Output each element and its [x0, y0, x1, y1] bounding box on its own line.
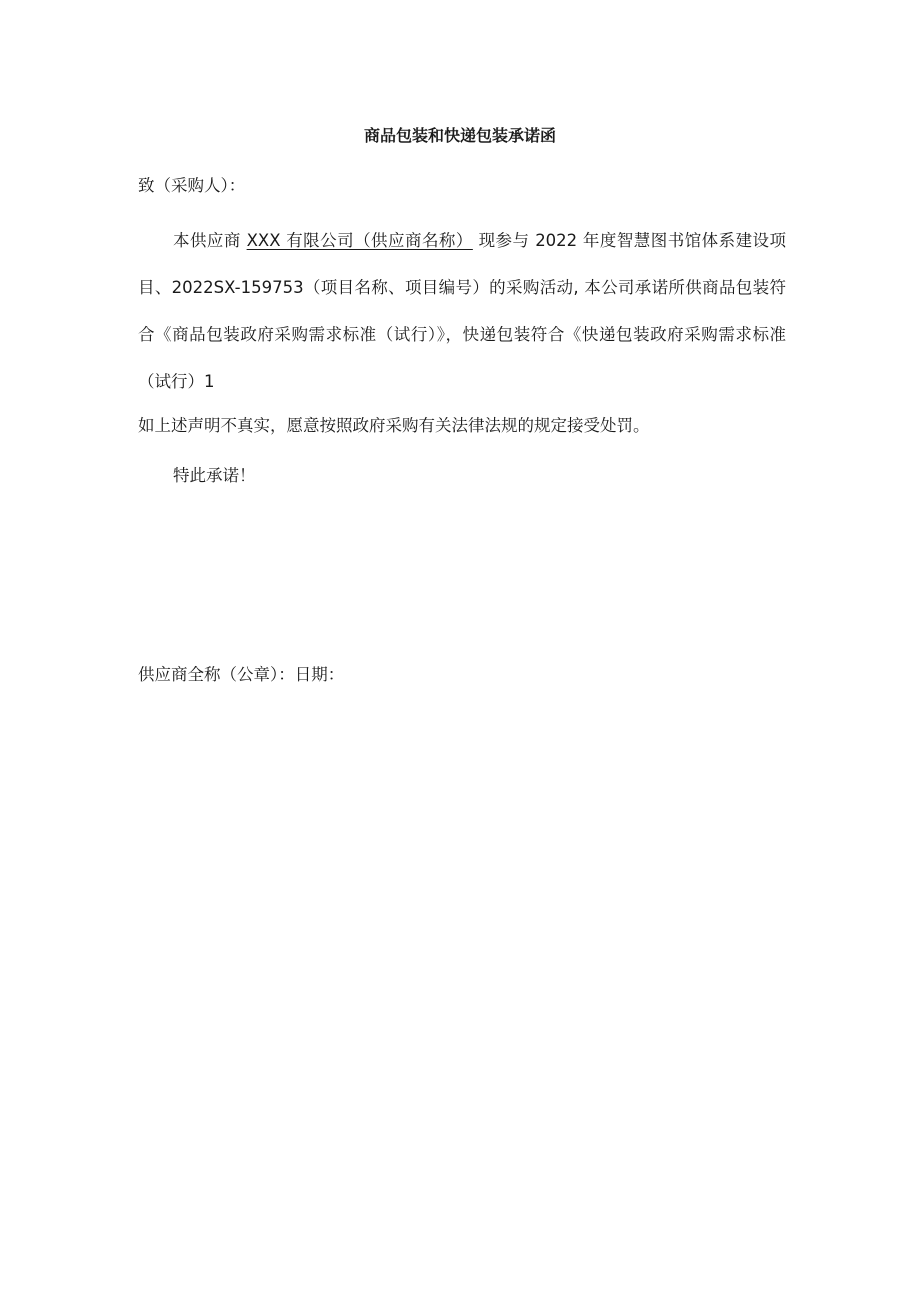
closing-line: 特此承诺！	[173, 466, 256, 485]
declaration-line: 如上述声明不真实，愿意按照政府采购有关法律法规的规定接受处罚。	[138, 416, 650, 435]
signature-line: 供应商全称（公章）：日期：	[138, 665, 345, 684]
supplier-name: XXX 有限公司（供应商名称）	[246, 231, 473, 250]
document-title: 商品包装和快递包装承诺函	[363, 126, 556, 145]
body-main: 现参与 2022 年度智慧图书馆体系建设项目、2022SX-159753（项目名称、项目编号）的采购活动, 本公司承诺所供商品包装符合《商品包装政府采购需求标准（试行）》，快递包装符合《快递包装政府采购需求标准（试行）1	[138, 231, 787, 391]
body-prefix: 本供应商	[173, 231, 241, 250]
commitment-paragraph	[138, 217, 786, 405]
salutation: 致（采购人）：	[138, 176, 246, 195]
